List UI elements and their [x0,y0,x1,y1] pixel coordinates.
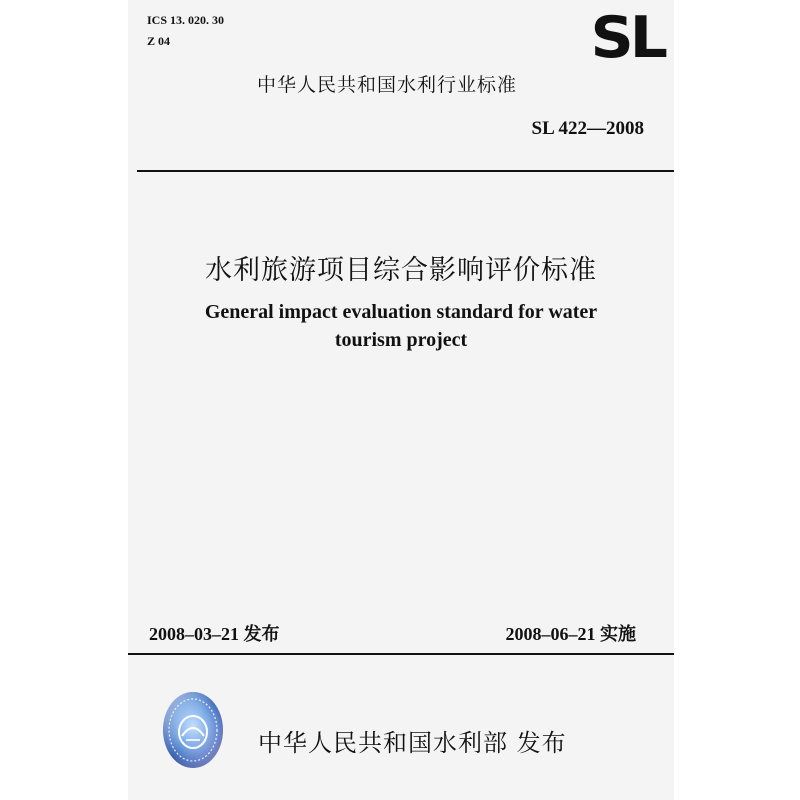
top-divider [137,170,674,172]
document-title-chinese: 水利旅游项目综合影响评价标准 [205,255,597,286]
ics-code: ICS 13. 020. 30 [147,13,225,27]
english-title-line-2: tourism project [334,329,468,351]
standard-category-title: 中华人民共和国水利行业标准 [257,74,518,96]
hologram-seal-icon [162,690,224,770]
issue-date: 2008–03–21 发布 [149,624,280,644]
document-cover [128,0,674,800]
sl-logo: SL [590,4,664,72]
implementation-date: 2008–06–21 实施 [505,624,636,644]
standard-number: SL 422—2008 [531,118,644,139]
publisher: 中华人民共和国水利部 发布 [258,729,567,757]
english-title-line-1: General impact evaluation standard for water [204,301,598,323]
classification-code: Z 04 [147,34,171,48]
bottom-divider [128,653,674,655]
document-title-english [128,298,674,354]
